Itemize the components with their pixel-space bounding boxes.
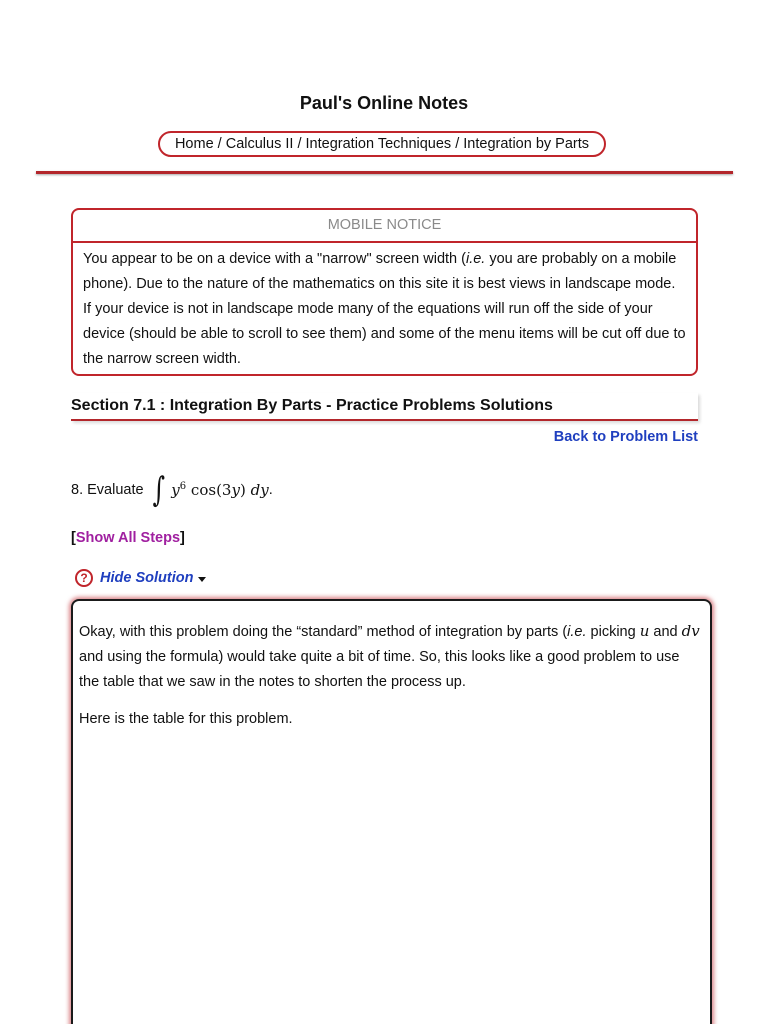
show-all-steps-link[interactable]: Show All Steps (75, 530, 181, 546)
breadcrumb-course[interactable]: Calculus II (225, 136, 294, 152)
solution-text: and (649, 624, 682, 640)
hide-solution-toggle[interactable] (75, 569, 206, 587)
mobile-notice (71, 208, 698, 376)
breadcrumb-chapter[interactable]: Integration Techniques (305, 136, 452, 152)
solution-ie: i.e. (567, 624, 587, 640)
math-arg: ) (239, 481, 246, 499)
math-differential: d (250, 481, 261, 499)
mobile-notice-text-part: you are probably on a mobile phone). Due to the nature of the mathematics on this site it is best views in landscape mode. If your device is not in landscape mode many of the equations will run off the side of your device (should be able to scroll to see them) and some of the menu items will be cut off due to the narrow screen width. (83, 251, 686, 367)
math-var: y (231, 481, 240, 499)
caret-down-icon (198, 577, 206, 582)
header-divider (36, 171, 733, 174)
integral-sign: ∫ (152, 470, 165, 510)
solution-text: and using the formula) would take quite a bit of time. So, this looks like a good problem to use the table that we saw in the notes to shorten the process up. (79, 649, 680, 690)
problem-statement (71, 470, 273, 510)
mobile-notice-title: MOBILE NOTICE (73, 210, 696, 243)
breadcrumb-separator: / (451, 136, 464, 152)
hide-solution-label[interactable]: Hide Solution (100, 570, 194, 586)
math-var: u (639, 622, 650, 640)
bracket: [ (71, 530, 76, 546)
math-var: y (171, 481, 180, 499)
breadcrumb (158, 131, 606, 157)
solution-text: picking (586, 624, 640, 640)
solution-paragraph (79, 619, 702, 695)
breadcrumb-separator: / (213, 136, 226, 152)
bracket: ] (180, 530, 185, 546)
help-icon[interactable]: ? (75, 569, 93, 587)
mobile-notice-ie: i.e. (465, 251, 486, 267)
problem-integrand (171, 481, 268, 499)
show-all-steps (71, 530, 185, 546)
math-exponent: 6 (179, 481, 187, 492)
problem-end: . (268, 482, 273, 498)
math-var: dv (681, 622, 700, 640)
problem-label: 8. Evaluate (71, 482, 144, 498)
section-title: Section 7.1 : Integration By Parts - Practice Problems Solutions (71, 393, 698, 421)
math-arg: (3 (216, 481, 232, 499)
math-var: y (260, 481, 269, 499)
breadcrumb-separator: / (293, 136, 306, 152)
mobile-notice-text-part: You appear to be on a device with a "narrow" screen width ( (83, 251, 466, 267)
mobile-notice-text (73, 243, 696, 372)
solution-box (71, 599, 712, 1024)
back-to-problem-list-link[interactable]: Back to Problem List (553, 429, 698, 445)
site-title[interactable]: Paul's Online Notes (299, 93, 469, 113)
solution-text: Okay, with this problem doing the “standard” method of integration by parts ( (79, 624, 568, 640)
breadcrumb-page[interactable]: Integration by Parts (463, 136, 590, 152)
breadcrumb-home[interactable]: Home (174, 136, 214, 152)
solution-paragraph: Here is the table for this problem. (79, 711, 293, 727)
math-func: cos (190, 481, 217, 499)
